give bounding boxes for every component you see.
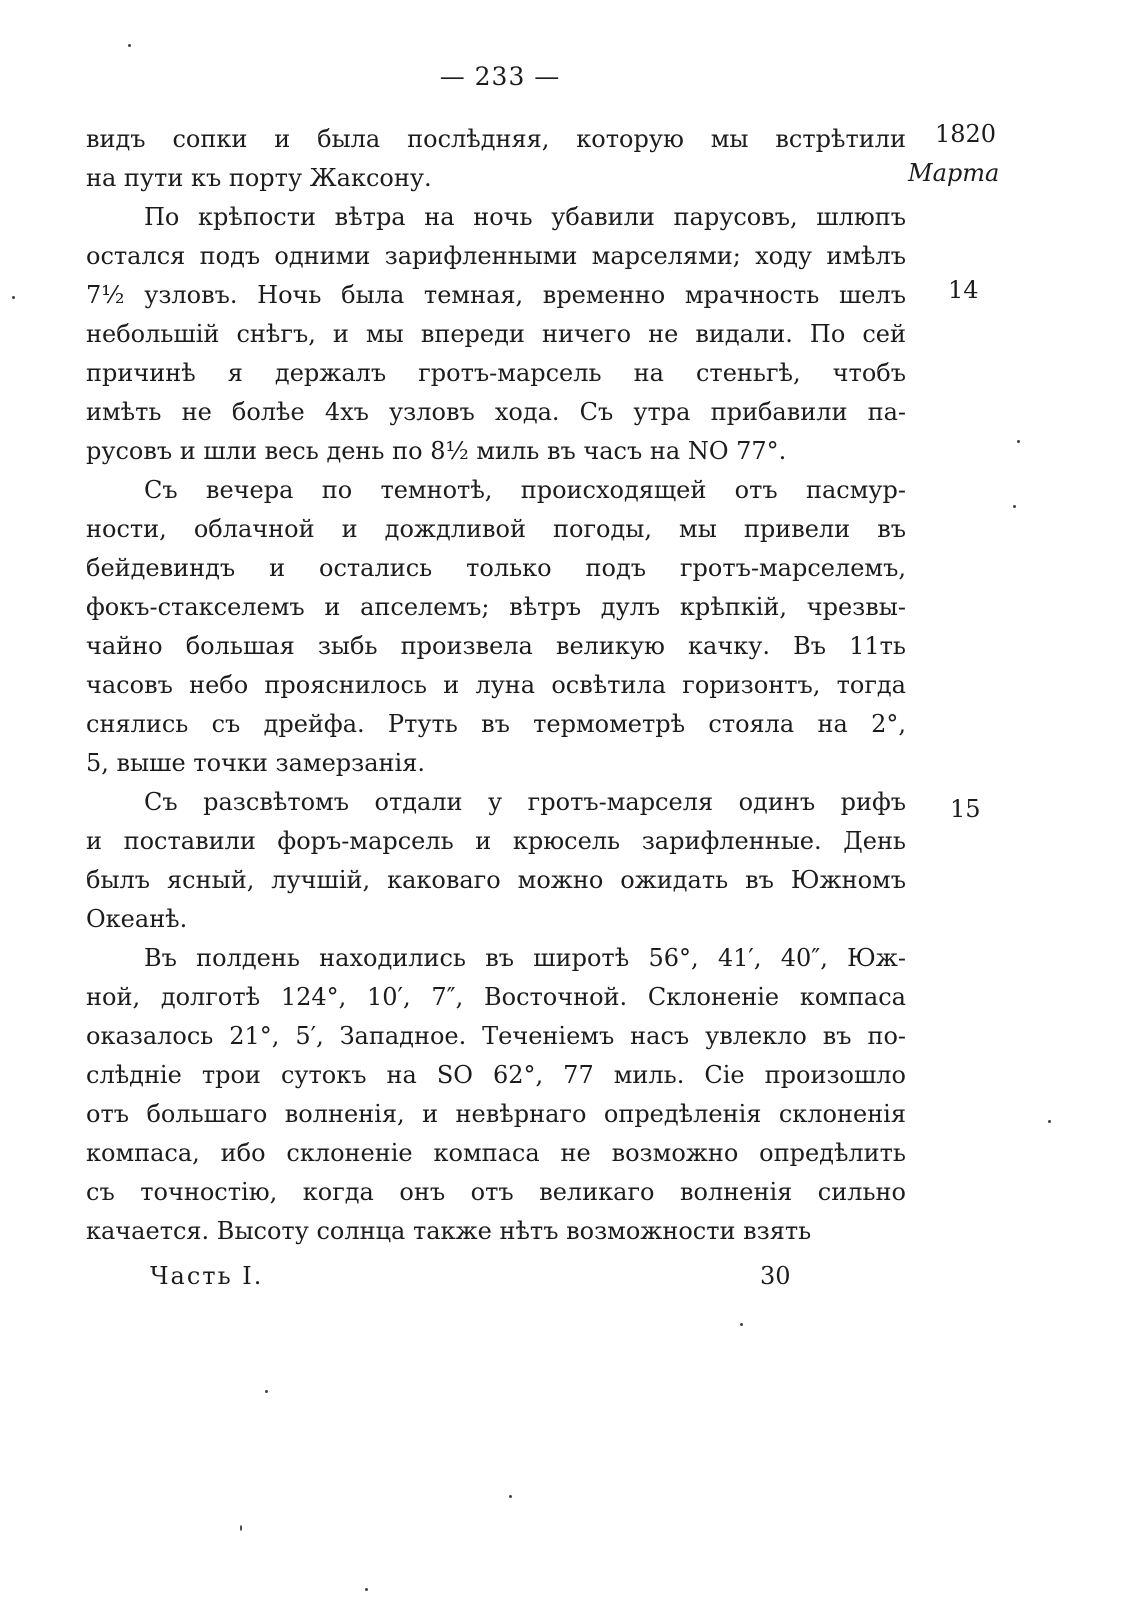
- paper-speck: [1013, 505, 1016, 508]
- text-line: слѣдніе трои сутокъ на SO 62°, 77 миль. Сіе произошло: [86, 1061, 906, 1089]
- text-line: Въ полдень находились въ широтѣ 56°, 41′, 40″, Юж-: [144, 944, 906, 972]
- text-line: качается. Высоту солнца также нѣтъ возможности взять: [86, 1217, 812, 1245]
- text-line: причинѣ я держалъ гротъ-марсель на стеньгѣ, чтобъ: [86, 359, 906, 387]
- paragraph: [86, 939, 906, 1251]
- text-line: Океанѣ.: [86, 905, 188, 933]
- text-line: 7½ узловъ. Ночь была темная, временно мрачность шелъ: [86, 281, 906, 309]
- text-line: ной, долготѣ 124°, 10′, 7″, Восточной. Склоненіе компаса: [86, 983, 906, 1011]
- paper-speck: [12, 296, 15, 299]
- paragraph: [86, 120, 906, 198]
- text-line: остался подъ одними зарифленными марселями; ходу имѣлъ: [86, 242, 906, 270]
- paragraph: [86, 471, 906, 783]
- paper-speck: [240, 1525, 242, 1531]
- text-line: русовъ и шли весь день по 8½ миль въ часъ на NO 77°.: [86, 437, 787, 465]
- paper-speck: [740, 1323, 743, 1326]
- text-line: ности, облачной и дождливой погоды, мы привели въ: [86, 515, 906, 543]
- text-line: 5, выше точки замерзанія.: [86, 749, 425, 777]
- text-line: компаса, ибо склоненіе компаса не возможно опредѣлить: [86, 1139, 906, 1167]
- margin-day-15: 15: [950, 795, 981, 823]
- text-line: снялись съ дрейфа. Ртуть въ термометрѣ стояла на 2°,: [86, 710, 906, 738]
- paper-speck: [265, 1390, 268, 1393]
- text-line: бейдевиндъ и остались только подъ гротъ-марселемъ,: [86, 554, 906, 582]
- paper-speck: [509, 1495, 512, 1498]
- paragraph: [86, 198, 906, 471]
- text-line: былъ ясный, лучшій, каковаго можно ожидать въ Южномъ: [86, 866, 906, 894]
- text-line: имѣть не болѣе 4хъ узловъ хода. Съ утра прибавили па-: [86, 398, 906, 426]
- text-line: часовъ небо прояснилось и луна освѣтила горизонтъ, тогда: [86, 671, 906, 699]
- body-text: [86, 120, 906, 1251]
- text-line: оказалось 21°, 5′, Западное. Теченіемъ насъ увлекло въ по-: [86, 1022, 906, 1050]
- margin-month: Марта: [908, 159, 1000, 187]
- paper-speck: [1017, 440, 1020, 443]
- text-line: отъ большаго волненія, и невѣрнаго опредѣленія склоненія: [86, 1100, 906, 1128]
- text-line: на пути къ порту Жаксону.: [86, 164, 432, 192]
- text-line: чайно большая зыбь произвела великую качку. Въ 11ть: [86, 632, 906, 660]
- text-line: Съ разсвѣтомъ отдали у гротъ-марселя одинъ рифъ: [144, 788, 906, 816]
- text-line: небольшій снѣгъ, и мы впереди ничего не видали. По сей: [86, 320, 906, 348]
- paper-speck: [365, 1588, 368, 1591]
- footer-sheet-number: 30: [760, 1262, 791, 1290]
- text-line: По крѣпости вѣтра на ночь убавили парусовъ, шлюпъ: [144, 203, 906, 231]
- paragraph: [86, 783, 906, 939]
- page-number: — 233 —: [439, 62, 561, 91]
- text-line: видъ сопки и была послѣдняя, которую мы встрѣтили: [86, 125, 906, 153]
- text-line: Съ вечера по темнотѣ, происходящей отъ пасмур-: [144, 476, 906, 504]
- margin-year: 1820: [935, 120, 997, 148]
- text-line: фокъ-стакселемъ и апселемъ; вѣтръ дулъ крѣпкій, чрезвы-: [86, 593, 906, 621]
- paper-speck: [128, 44, 131, 47]
- margin-day-14: 14: [948, 276, 979, 304]
- paper-speck: [1048, 1120, 1051, 1123]
- footer-signature: Часть I.: [150, 1262, 264, 1290]
- text-line: и поставили форъ-марсель и крюсель зарифленные. День: [86, 827, 906, 855]
- text-line: съ точностію, когда онъ отъ великаго волненія сильно: [86, 1178, 906, 1206]
